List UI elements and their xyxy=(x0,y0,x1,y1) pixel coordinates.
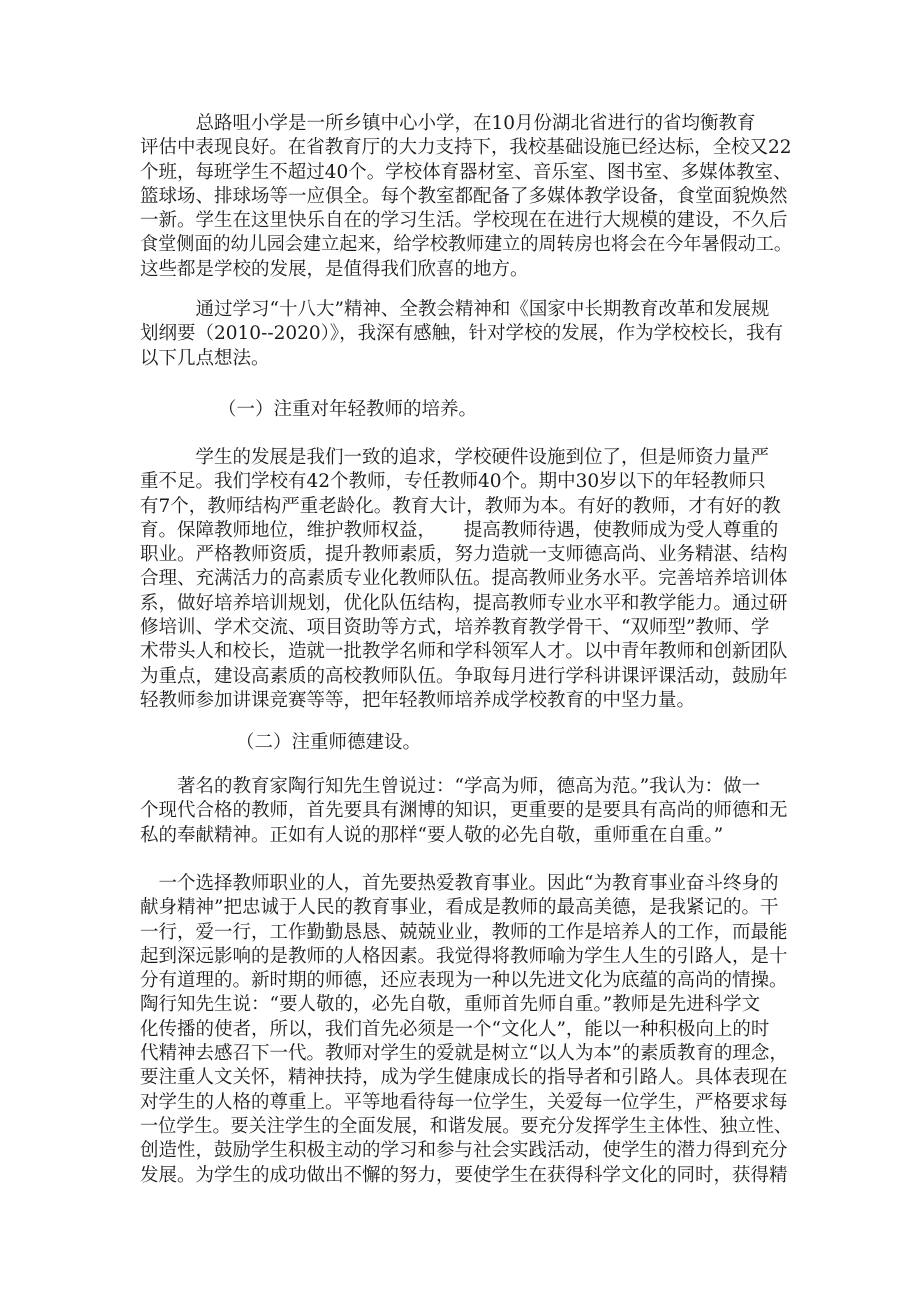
section-heading-ethics: （二）注重师德建设。 xyxy=(236,732,422,753)
text-line: 创造性，鼓励学生积极主动的学习和参与社会实践活动，使学生的潜力得到充分 xyxy=(140,1140,788,1162)
tao-quote-paragraph xyxy=(140,775,792,848)
text-line: 篮球场、排球场等一应俱全。每个教室都配备了多媒体教学设备，食堂面貌焕然 xyxy=(140,185,788,207)
text-line: 一位学生。要关注学生的全面发展，和谐发展。要充分发挥学生主体性、独立性、 xyxy=(140,1115,793,1137)
text-line: 食堂侧面的幼儿园会建立起来，给学校教师建立的周转房也将会在今年暑假动工。 xyxy=(140,234,793,256)
text-line: 职业。严格教师资质，提升教师素质，努力造就一支师德高尚、业务精湛、结构 xyxy=(140,544,788,566)
text-line: 育。保障教师地位，维护教师权益， 提高教师待遇，使教师成为受人尊重的 xyxy=(140,519,779,541)
text-line: 对学生的人格的尊重上。平等地看待每一位学生，关爱每一位学生，严格要求每 xyxy=(140,1091,788,1113)
text-line: 修培训、学术交流、项目资助等方式，培养教育教学骨干、“双师型”教师、学 xyxy=(140,617,770,639)
text-line: 术带头人和校长，造就一批教学名师和学科领军人才。以中青年教师和创新团队 xyxy=(140,641,788,663)
section-heading-young-teachers: （一）注重对年轻教师的培养。 xyxy=(218,399,478,420)
text-line: 个现代合格的教师，首先要具有渊博的知识，更重要的是要具有高尚的师德和无 xyxy=(140,800,788,822)
text-line: 一新。学生在这里快乐自在的学习生活。学校现在在进行大规模的建设，不久后 xyxy=(140,210,788,232)
text-line: 合理、充满活力的高素质专业化教师队伍。提高教师业务水平。完善培养培训体 xyxy=(140,568,788,590)
dedication-paragraph xyxy=(140,872,792,1188)
text-line: 一个选择教师职业的人，首先要热爱教育事业。因此“为教育事业奋斗终身的 xyxy=(140,873,779,894)
text-line: 通过学习“十八大”精神、全教会精神和《国家中长期教育改革和发展规 xyxy=(140,299,770,320)
text-line: 总路咀小学是一所乡镇中心小学，在10月份湖北省进行的省均衡教育 xyxy=(140,113,756,134)
text-line: 著名的教育家陶行知先生曾说过：“学高为师，德高为范。”我认为：做一 xyxy=(140,776,761,797)
text-line: 起到深远影响的是教师的人格因素。我觉得将教师喻为学生人生的引路人，是十 xyxy=(140,945,788,967)
text-line: 这些都是学校的发展，是值得我们欣喜的地方。 xyxy=(140,258,529,280)
young-teachers-paragraph xyxy=(140,446,792,713)
text-line: 划纲要（2010--2020）》，我深有感触，针对学校的发展，作为学校校长，我有 xyxy=(140,323,784,345)
study-paragraph xyxy=(140,298,792,371)
text-line: 化传播的使者，所以，我们首先必须是一个“文化人”，能以一种积极向上的时 xyxy=(140,1018,770,1040)
text-line: 系，做好培养培训规划，优化队伍结构，提高教师专业水平和教学能力。通过研 xyxy=(140,592,788,614)
text-line: 要注重人文关怀，精神扶持，成为学生健康成长的指导者和引路人。具体表现在 xyxy=(140,1067,788,1089)
text-line: 代精神去感召下一代。教师对学生的爱就是树立“以人为本”的素质教育的理念， xyxy=(140,1043,788,1065)
text-line: 学生的发展是我们一致的追求，学校硬件设施到位了，但是师资力量严 xyxy=(140,447,770,468)
text-line: 分有道理的。新时期的师德，还应表现为一种以先进文化为底蕴的高尚的情操。 xyxy=(140,970,788,992)
intro-paragraph xyxy=(140,112,792,282)
text-line: 献身精神”把忠诚于人民的教育事业，看成是教师的最高美德，是我紧记的。干 xyxy=(140,897,779,919)
text-line: 轻教师参加讲课竞赛等等，把年轻教师培养成学校教育的中坚力量。 xyxy=(140,689,696,711)
text-line: 一行，爱一行，工作勤勤恳恳、兢兢业业，教师的工作是培养人的工作，而最能 xyxy=(140,921,788,943)
text-line: 陶行知先生说：“要人敬的，必先自敬，重师首先师自重。”教师是先进科学文 xyxy=(140,994,761,1016)
text-line: 重不足。我们学校有42个教师，专任教师40个。期中30岁以下的年轻教师只 xyxy=(140,471,766,493)
text-line: 以下几点想法。 xyxy=(140,347,270,369)
text-line: 有7个，教师结构严重老龄化。教育大计，教师为本。有好的教师，才有好的教 xyxy=(140,495,781,517)
text-line: 评估中表现良好。在省教育厅的大力支持下，我校基础设施已经达标，全校又22 xyxy=(140,137,792,159)
text-line: 私的奉献精神。正如有人说的那样“要人敬的必先自敬，重师重在自重。” xyxy=(140,824,724,846)
text-line: 为重点，建设高素质的高校教师队伍。争取每月进行学科讲课评课活动，鼓励年 xyxy=(140,665,788,687)
text-line: 个班，每班学生不超过40个。学校体育器材室、音乐室、图书室、多媒体教室、 xyxy=(140,161,792,183)
text-line: 发展。为学生的成功做出不懈的努力，要使学生在获得科学文化的同时，获得精 xyxy=(140,1164,788,1186)
